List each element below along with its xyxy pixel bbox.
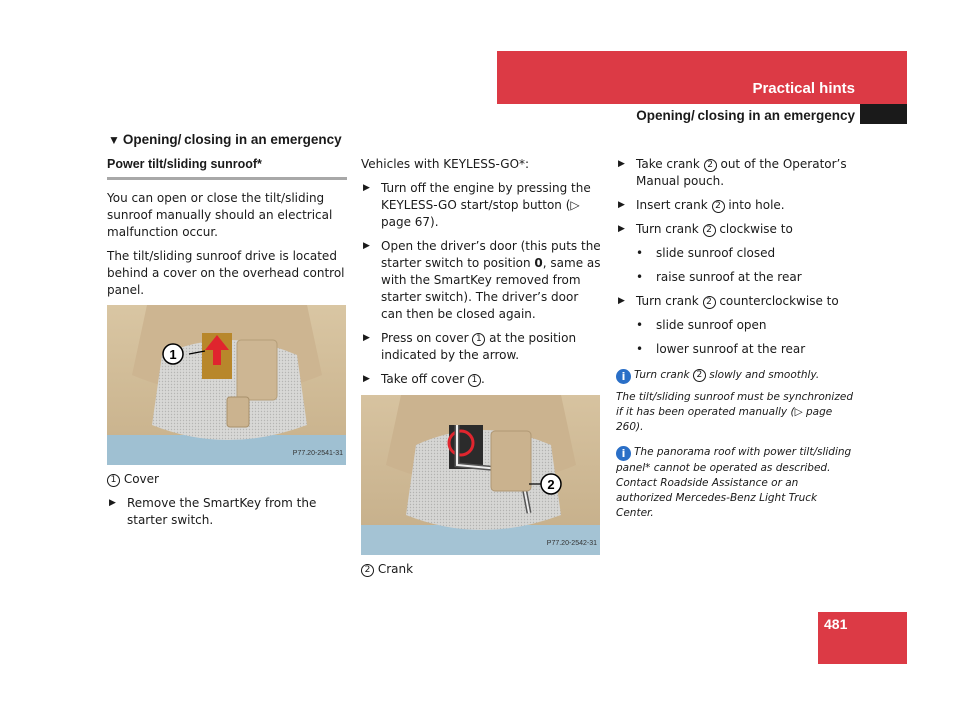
list-item: • lower sunroof at the rear <box>636 342 806 356</box>
bullet-dot: • <box>636 246 644 260</box>
callout-number: 1 <box>472 333 485 346</box>
callout-1: 1 <box>169 347 177 362</box>
step: ▶ Take crank 2 out of the Operator’s Manual pouch. <box>618 157 847 188</box>
arrow-bullet-icon: ▶ <box>363 333 370 343</box>
photo-crank <box>361 395 600 555</box>
caption <box>361 561 601 578</box>
step <box>361 180 601 231</box>
intro-text: Vehicles with KEYLESS-GO*: <box>361 157 530 171</box>
callout-number: 2 <box>712 200 725 213</box>
column-2 <box>361 155 601 578</box>
step: ▶ Insert crank 2 into hole. <box>618 198 785 212</box>
info-icon: i <box>616 369 631 384</box>
triangle-icon: ▼ <box>108 133 120 147</box>
caption-text: Crank <box>377 562 414 576</box>
bullet-dot: • <box>636 318 644 332</box>
list-item: • slide sunroof closed <box>636 246 776 260</box>
subhead: Power tilt/sliding sunroof* <box>107 156 347 180</box>
callout-number: 1 <box>107 474 120 487</box>
caption-text: Cover <box>123 472 159 486</box>
step: ▶ Turn crank 2 counterclockwise to <box>618 294 839 308</box>
callout-number: 2 <box>704 159 717 172</box>
info-icon: i <box>616 446 631 461</box>
bullet-dot: • <box>636 342 644 356</box>
callout-number: 2 <box>703 296 716 309</box>
section-title <box>108 132 342 147</box>
arrow-bullet-icon: ▶ <box>109 498 116 508</box>
arrow-bullet-icon: ▶ <box>618 159 625 169</box>
page-number: 481 <box>824 616 848 632</box>
list-item: • slide sunroof open <box>636 318 767 332</box>
section-title-text: Opening/ closing in an emergency <box>122 132 342 147</box>
arrow-bullet-icon: ▶ <box>363 183 370 193</box>
photo-code: P77.20-2541-31 <box>292 450 343 457</box>
callout-number: 2 <box>703 224 716 237</box>
note-text: The tilt/sliding sunroof must be synchronized if it has been operated manually (▷ page 260). <box>616 391 853 433</box>
info-note: i Turn crank 2 slowly and smoothly. <box>616 368 856 384</box>
step: ▶ Turn crank 2 clockwise to <box>618 222 793 236</box>
info-note: i The panorama roof with power tilt/sliding panel* cannot be operated as described. Contact Roadside Assistance or an authorized Mercedes-Benz Light Truck Center. <box>616 446 852 519</box>
crank-illustration <box>361 395 600 555</box>
column-1 <box>107 155 347 529</box>
photo-code: P77.20-2542-31 <box>546 540 597 547</box>
step: ▶ Take off cover 1 . <box>363 372 485 386</box>
black-tab <box>860 104 907 124</box>
header-title: Practical hints <box>752 80 855 97</box>
list-item: • raise sunroof at the rear <box>636 270 802 284</box>
overhead-panel-illustration <box>107 305 346 465</box>
callout-number: 2 <box>693 369 706 382</box>
step <box>107 495 347 529</box>
callout-number: 2 <box>361 564 374 577</box>
bullet-dot: • <box>636 270 644 284</box>
arrow-bullet-icon: ▶ <box>618 224 625 234</box>
step: ▶ Open the driver’s door (this puts the starter switch to position 0, same as with the SmartKey removed from starter switch). The driver’s door can then be closed again. <box>363 239 601 321</box>
step-text: Remove the SmartKey from the starter switch. <box>127 496 317 527</box>
step: ▶ Press on cover 1 at the position indicated by the arrow. <box>363 331 577 362</box>
caption <box>107 471 347 488</box>
step-text: Turn off the engine by pressing the KEYLESS-GO start/stop button (▷ page 67). <box>381 181 591 229</box>
arrow-bullet-icon: ▶ <box>363 374 370 384</box>
header-subtitle: Opening/ closing in an emergency <box>636 108 855 123</box>
paragraph: You can open or close the tilt/sliding sunroof manually should an electrical malfunction occur. <box>107 191 333 239</box>
callout-2: 2 <box>547 477 555 492</box>
paragraph: The tilt/sliding sunroof drive is located behind a cover on the overhead control panel. <box>107 249 345 297</box>
arrow-bullet-icon: ▶ <box>618 296 625 306</box>
callout-number: 1 <box>468 374 481 387</box>
arrow-bullet-icon: ▶ <box>363 241 370 251</box>
arrow-bullet-icon: ▶ <box>618 200 625 210</box>
photo-overhead-panel <box>107 305 346 465</box>
column-3 <box>616 155 856 521</box>
